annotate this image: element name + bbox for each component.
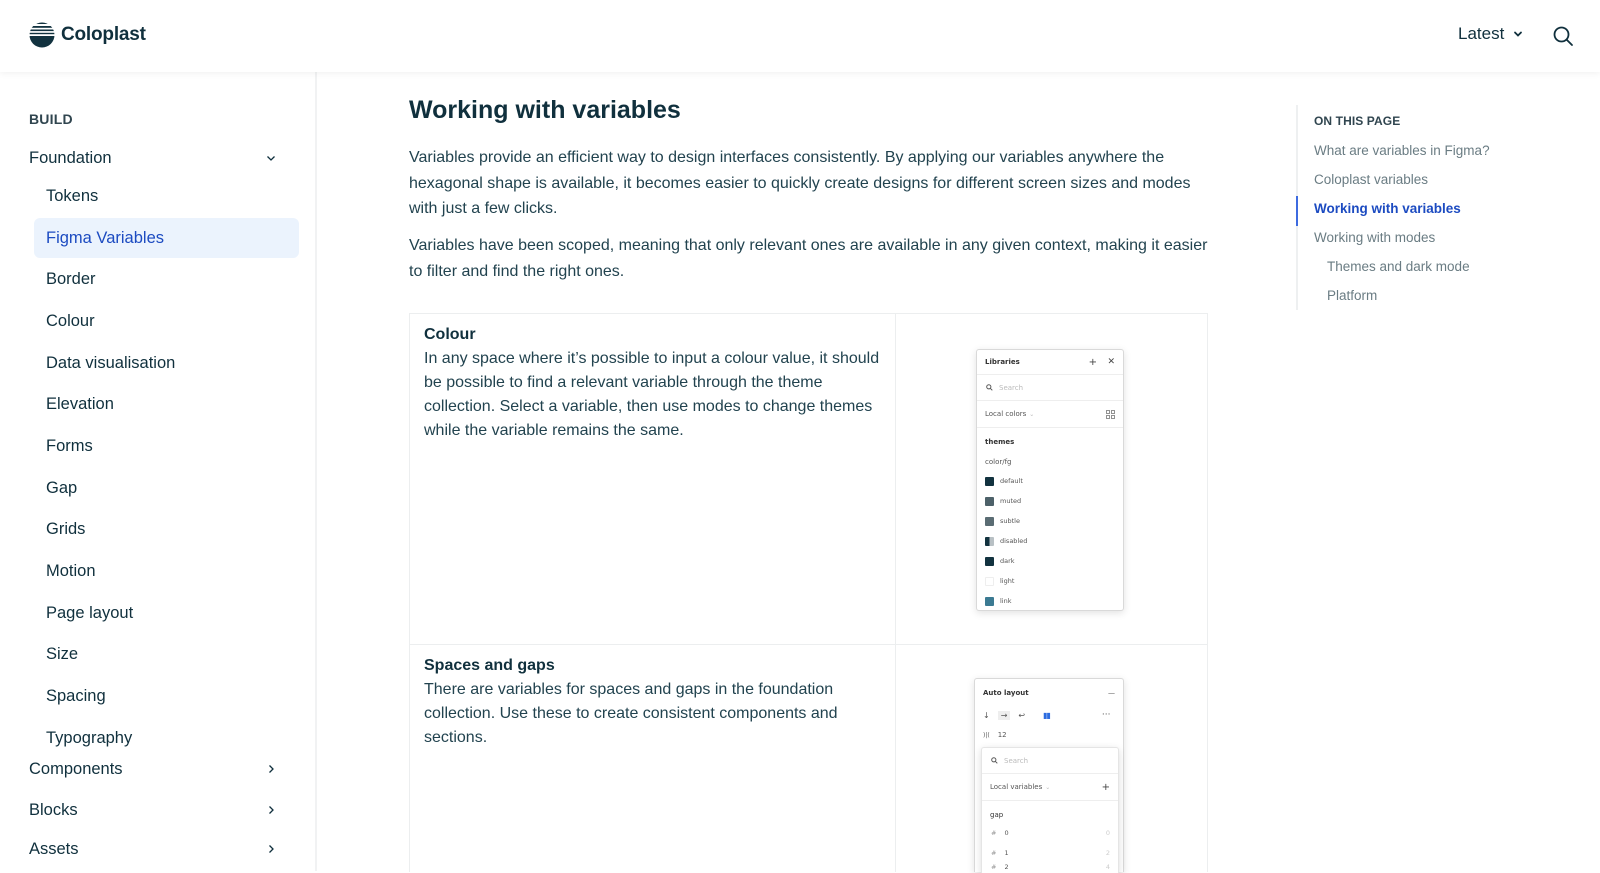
sidebar-section-build: BUILD	[29, 111, 73, 127]
chevron-right-icon	[265, 843, 277, 855]
table-row	[410, 645, 1207, 872]
search-icon	[991, 757, 998, 764]
gap-value: 12	[997, 731, 1007, 739]
sidebar-item-label: Colour	[46, 311, 95, 330]
variable-name: 0	[1004, 829, 1009, 837]
sidebar-item-figma-variables[interactable]	[34, 218, 299, 258]
panel-search-placeholder: Search	[999, 383, 1024, 392]
panel-dropdown-label: Local colors	[985, 410, 1027, 418]
chevron-down-icon: ⌄	[1029, 410, 1035, 418]
swatch-label: subtle	[1000, 517, 1020, 525]
sidebar-item-label: Border	[46, 269, 96, 288]
sidebar-nav	[0, 72, 317, 871]
row-description: There are variables for spaces and gaps in the foundation collection. Use these to create consistent components and sections.	[424, 681, 838, 746]
toc-link-what-are-variables[interactable]: What are variables in Figma?	[1314, 143, 1490, 158]
variable-name: 2	[1004, 863, 1009, 871]
toc-active-marker	[1296, 196, 1298, 226]
sidebar-group-label: Assets	[29, 839, 79, 858]
variables-table	[409, 313, 1208, 872]
sidebar-item-gap[interactable]	[34, 468, 299, 508]
version-selector[interactable]	[1458, 24, 1524, 44]
color-swatch	[985, 517, 994, 526]
sidebar-item-label: Typography	[46, 728, 133, 747]
swatch-item	[977, 491, 1123, 511]
panel-title: Auto layout	[983, 689, 1029, 697]
sidebar-group-label: Blocks	[29, 800, 78, 819]
variable-value: 2	[1105, 849, 1110, 857]
row-title: Spaces and gaps	[424, 657, 555, 674]
panel-search-placeholder: Search	[1004, 756, 1029, 765]
plus-icon: +	[1088, 356, 1097, 368]
row-description: In any space where it’s possible to input a colour value, it should be possible to find a relevant variable through the theme collection. Select a variable, then use modes to change themes while the variable remains the same.	[424, 350, 880, 439]
panel-dropdown-label: Local variables	[990, 783, 1043, 791]
chevron-down-icon	[1512, 28, 1524, 40]
panel-header	[975, 679, 1123, 707]
toc-link-working-with-variables[interactable]: Working with variables	[1314, 201, 1461, 216]
variable-name: 1	[1004, 849, 1009, 857]
number-variable-icon: #	[991, 849, 997, 857]
variable-item	[982, 843, 1118, 863]
panel-search	[977, 375, 1123, 401]
sidebar-group-label: Foundation	[29, 148, 112, 167]
plus-icon: +	[1101, 781, 1110, 793]
sidebar-item-data-visualisation[interactable]	[34, 343, 299, 383]
swatch-label: light	[1000, 577, 1015, 585]
gap-control	[975, 727, 1123, 743]
chevron-right-icon	[265, 804, 277, 816]
panel-search	[982, 748, 1118, 774]
swatch-item	[977, 511, 1123, 531]
sidebar-group-components[interactable]	[29, 758, 289, 780]
variable-picker	[981, 747, 1119, 873]
chevron-down-icon	[265, 152, 277, 164]
color-swatch	[985, 597, 994, 606]
intro-paragraph: Variables provide an efficient way to design interfaces consistently. By applying our variables anywhere the hexagonal shape is available, it becomes easier to quickly create designs for different screen sizes and modes with just a few clicks.	[409, 149, 1191, 217]
toc-link-themes-dark-mode[interactable]: Themes and dark mode	[1327, 259, 1470, 274]
autolayout-panel-screenshot	[974, 678, 1124, 872]
row-title: Colour	[424, 326, 476, 343]
swatch-label: link	[1000, 597, 1012, 605]
chevron-down-icon: ⌄	[1045, 783, 1051, 791]
sidebar-item-forms[interactable]	[34, 426, 299, 466]
color-swatch	[985, 557, 994, 566]
sidebar-item-grids[interactable]	[34, 509, 299, 549]
version-label: Latest	[1458, 24, 1505, 43]
sidebar-item-elevation[interactable]	[34, 384, 299, 424]
gap-icon: )|(	[983, 731, 990, 739]
panel-group-label: gap	[990, 811, 1004, 819]
scope-paragraph: Variables have been scoped, meaning that only relevant ones are available in any given context, making it easier to filter and find the right ones.	[409, 237, 1208, 280]
sidebar-item-label: Motion	[46, 561, 96, 580]
wrap-icon: ↩	[1018, 710, 1026, 720]
sidebar-item-colour[interactable]	[34, 301, 299, 341]
sidebar-group-assets[interactable]	[29, 838, 289, 860]
variable-item	[982, 823, 1118, 843]
top-header	[0, 0, 1600, 72]
arrow-right-icon: →	[998, 711, 1011, 720]
swatch-label: muted	[1000, 497, 1022, 505]
table-row	[410, 314, 1207, 645]
color-swatch	[985, 537, 994, 546]
swatch-label: default	[1000, 477, 1023, 485]
coloplast-logo-icon	[29, 22, 55, 48]
more-icon: ···	[1101, 710, 1111, 720]
close-icon: ✕	[1107, 357, 1115, 367]
sidebar-item-label: Forms	[46, 436, 93, 455]
sidebar-item-spacing[interactable]	[34, 676, 299, 716]
search-icon	[986, 384, 993, 391]
panel-dropdown	[977, 401, 1123, 428]
sidebar-item-label: Grids	[46, 519, 86, 538]
sidebar-item-label: Gap	[46, 478, 78, 497]
panel-group-label: themes	[985, 438, 1015, 446]
toc-link-platform[interactable]: Platform	[1327, 288, 1378, 303]
panel-dropdown	[982, 774, 1118, 801]
variable-value: 0	[1105, 829, 1110, 837]
on-this-page	[1296, 105, 1516, 310]
sidebar-item-label: Elevation	[46, 394, 114, 413]
sidebar-item-page-layout[interactable]	[34, 593, 299, 633]
minus-icon: —	[1108, 689, 1115, 697]
toc-link-working-with-modes[interactable]: Working with modes	[1314, 230, 1436, 245]
table-cell-text	[410, 645, 896, 872]
swatch-label: dark	[1000, 557, 1015, 565]
swatch-label: disabled	[1000, 537, 1028, 545]
swatch-item	[977, 571, 1123, 591]
sidebar-item-label: Figma Variables	[46, 228, 164, 247]
swatch-item	[977, 591, 1123, 611]
table-cell-image	[896, 314, 1207, 644]
sidebar-item-typography[interactable]	[34, 718, 299, 758]
panel-subgroup-label: color/fg	[985, 458, 1012, 466]
swatch-item	[977, 471, 1123, 491]
color-swatch	[985, 477, 994, 486]
sidebar-item-motion[interactable]	[34, 551, 299, 591]
swatch-item	[977, 531, 1123, 551]
sidebar-item-label: Spacing	[46, 686, 106, 705]
sidebar-item-label: Data visualisation	[46, 353, 176, 372]
sidebar-group-blocks[interactable]	[29, 799, 289, 821]
panel-header	[977, 350, 1123, 375]
sidebar-item-label: Size	[46, 644, 79, 663]
swatch-list	[977, 471, 1123, 611]
number-variable-icon: #	[991, 829, 997, 837]
direction-controls	[975, 707, 1123, 723]
arrow-down-icon: ↓	[983, 710, 990, 720]
toc-link-coloplast-variables[interactable]: Coloplast variables	[1314, 172, 1429, 187]
brand-logo[interactable]	[29, 22, 146, 48]
chevron-right-icon	[265, 763, 277, 775]
sidebar-group-foundation[interactable]	[29, 147, 289, 169]
grid-view-icon	[1106, 410, 1115, 419]
sidebar-item-size[interactable]	[34, 634, 299, 674]
color-swatch	[985, 497, 994, 506]
sidebar-item-tokens[interactable]	[34, 176, 299, 216]
page-title: Working with variables	[409, 96, 681, 124]
libraries-panel-screenshot	[976, 349, 1124, 611]
toc-heading: ON THIS PAGE	[1314, 114, 1401, 128]
color-swatch	[985, 577, 994, 586]
sidebar-group-label: Components	[29, 759, 123, 778]
variable-list	[982, 823, 1118, 872]
number-variable-icon: #	[991, 863, 997, 871]
alignment-icon: ▮▮	[1043, 710, 1050, 720]
swatch-item	[977, 551, 1123, 571]
brand-name: Coloplast	[61, 24, 146, 45]
table-cell-image	[896, 645, 1207, 872]
sidebar-item-label: Tokens	[46, 186, 99, 205]
panel-title: Libraries	[985, 358, 1020, 366]
variable-value: 4	[1105, 863, 1110, 871]
search-icon[interactable]	[1552, 25, 1574, 47]
sidebar-item-label: Page layout	[46, 603, 134, 622]
sidebar-item-border[interactable]	[34, 259, 299, 299]
table-cell-text	[410, 314, 896, 644]
